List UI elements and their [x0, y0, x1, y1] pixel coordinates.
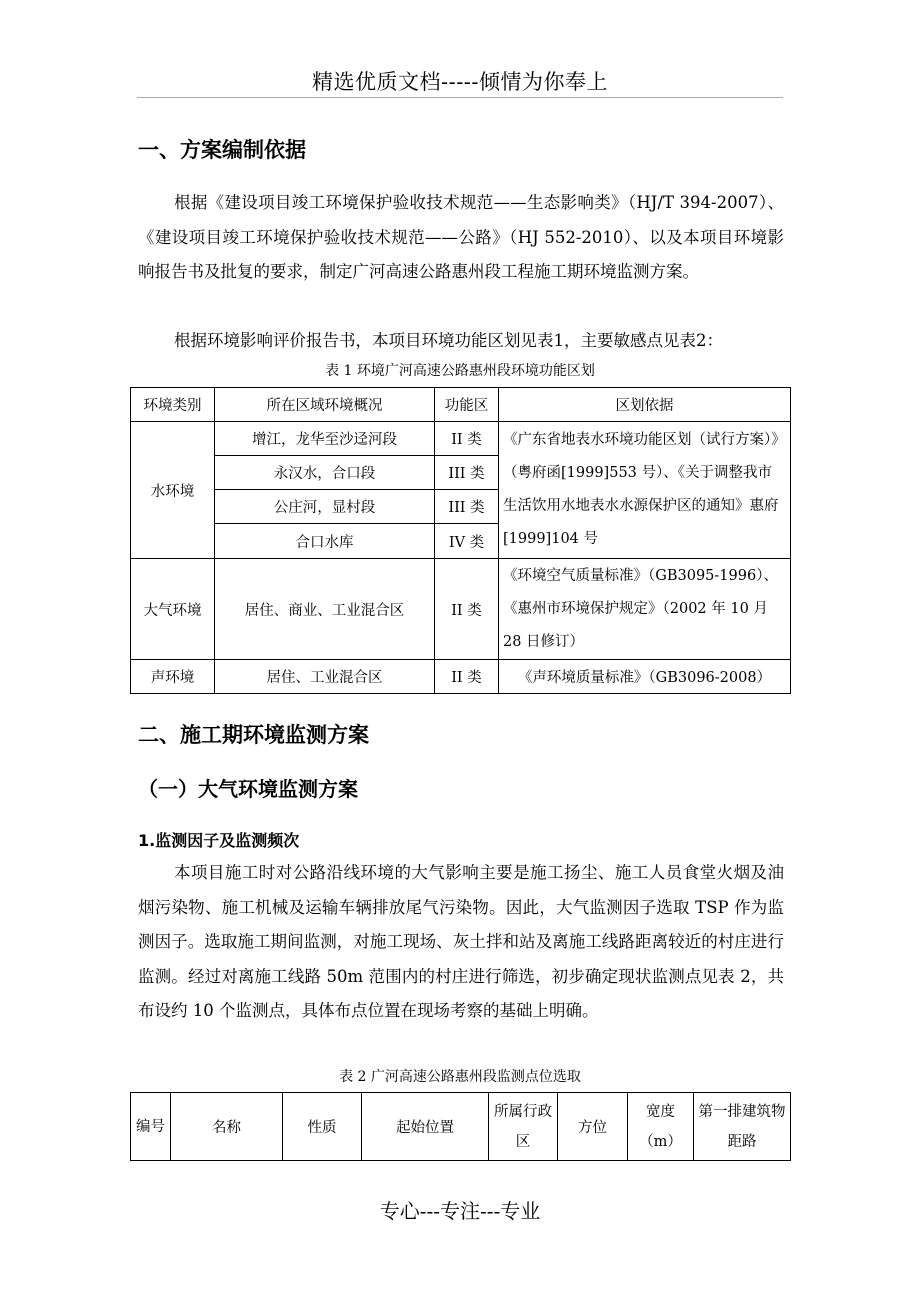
section2-sub1-title: （一）大气环境监测方案	[138, 777, 358, 801]
table1-air-area: 居住、商业、工业混合区	[215, 559, 435, 660]
table1-cell-zone: III 类	[435, 490, 499, 524]
section1-paragraph-1: 根据《建设项目竣工环境保护验收技术规范——生态影响类》（HJ/T 394-2007）、《建设项目竣工环境保护验收技术规范——公路》（HJ 552-2010）、以及本项目环境影响报告书及批复的要求，制定广河高速公路惠州段工程施工期环境监测方案。	[138, 193, 784, 281]
table1-water-category: 水环境	[131, 422, 215, 559]
table2-header-first-row-distance: 第一排建筑物距路	[694, 1093, 791, 1161]
section2-sub1-1-title: 1.监测因子及监测频次	[138, 831, 300, 850]
table1-air-zone: II 类	[435, 559, 499, 660]
table1-cell-zone: III 类	[435, 456, 499, 490]
table1-cell-area: 合口水库	[215, 524, 435, 559]
table1-header-category: 环境类别	[131, 388, 215, 422]
table1-noise-category: 声环境	[131, 660, 215, 694]
table1-header-zone: 功能区	[435, 388, 499, 422]
table1-caption: 表 1 环境广河高速公路惠州段环境功能区划	[325, 363, 595, 379]
page-footer: 专心---专注---专业	[379, 1199, 541, 1223]
table1-cell-area: 增江，龙华至沙迳河段	[215, 422, 435, 456]
header-divider	[137, 97, 783, 98]
page-header: 精选优质文档-----倾情为你奉上	[312, 70, 608, 94]
table1-air-basis: 《环境空气质量标准》（GB3095-1996）、《惠州市环境保护规定》（2002 年 10 月 28 日修订）	[499, 559, 791, 660]
table2-header-start: 起始位置	[362, 1093, 489, 1161]
table1-cell-zone: IV 类	[435, 524, 499, 559]
table1-water-basis: 《广东省地表水环境功能区划（试行方案）》（粤府函[1999]553 号）、《关于调整我市生活饮用水地表水水源保护区的通知》惠府[1999]104 号	[499, 422, 791, 559]
section1-title: 一、方案编制依据	[138, 138, 306, 162]
section2-title: 二、施工期环境监测方案	[138, 723, 369, 747]
table1-air-category: 大气环境	[131, 559, 215, 660]
table2-header-nature: 性质	[283, 1093, 362, 1161]
table1-header-area: 所在区域环境概况	[215, 388, 435, 422]
table2-monitoring-points	[130, 1092, 791, 1161]
table1-noise-zone: II 类	[435, 660, 499, 694]
table2-header-direction: 方位	[558, 1093, 628, 1161]
table1-cell-area: 公庄河，显村段	[215, 490, 435, 524]
section1-paragraph-2: 根据环境影响评价报告书，本项目环境功能区划见表1，主要敏感点见表2：	[174, 331, 723, 350]
table2-header-id: 编号	[131, 1093, 171, 1161]
table1-cell-zone: II 类	[435, 422, 499, 456]
table1-noise-basis: 《声环境质量标准》（GB3096-2008）	[499, 660, 791, 694]
section2-paragraph: 本项目施工时对公路沿线环境的大气影响主要是施工扬尘、施工人员食堂火烟及油烟污染物、施工机械及运输车辆排放尾气污染物。因此，大气监测因子选取 TSP 作为监测因子。选取施工期间监测，对施工现场、灰土拌和站及离施工线路距离较近的村庄进行监测。经过对离施工线路 50m 范围内的村庄进行筛选，初步确定现状监测点见表 2，共布设约 10 个监测点，具体布点位置在现场考察的基础上明确。	[138, 863, 784, 1020]
table2-caption: 表 2 广河高速公路惠州段监测点位选取	[339, 1069, 581, 1085]
table1-noise-area: 居住、工业混合区	[215, 660, 435, 694]
table1-cell-area: 永汉水，合口段	[215, 456, 435, 490]
table1-header-basis: 区划依据	[499, 388, 791, 422]
table2-header-name: 名称	[171, 1093, 283, 1161]
table1-function-zones	[130, 387, 791, 694]
table2-header-width: 宽度（m）	[628, 1093, 694, 1161]
table2-header-district: 所属行政区	[489, 1093, 558, 1161]
